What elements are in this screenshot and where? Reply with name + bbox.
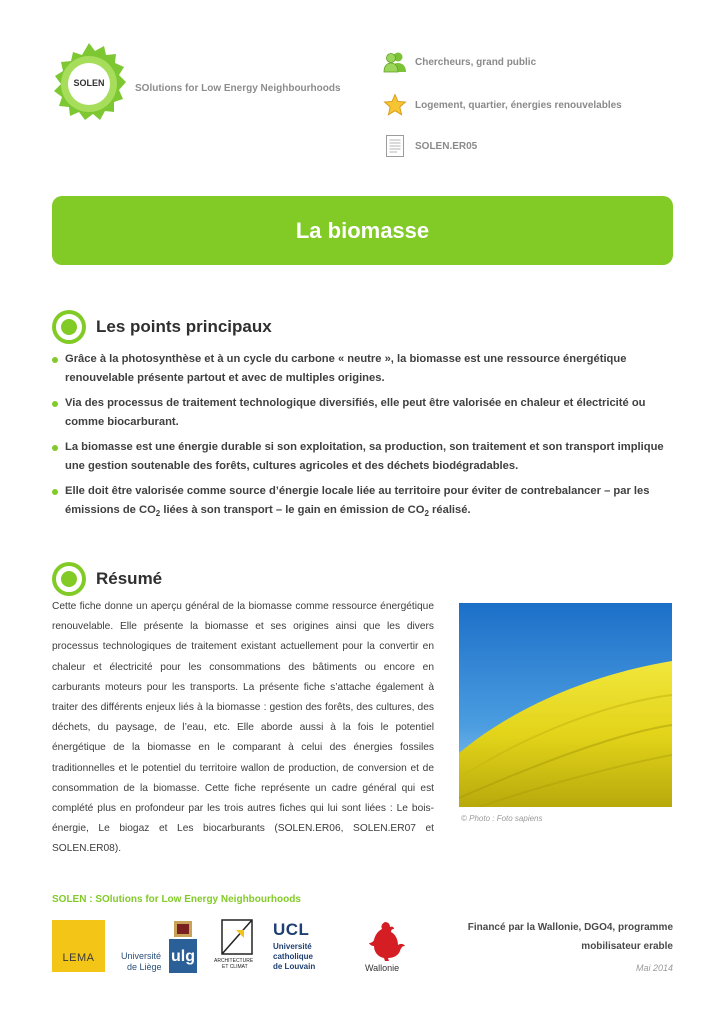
ucl-mark: UCL bbox=[273, 920, 310, 939]
circle-bullet-icon bbox=[56, 566, 82, 592]
title-banner bbox=[52, 196, 673, 265]
point-4-part-1: Elle doit être valorisée comme source d’énergie locale liée au territoire pour éviter de contrebalancer – par les émissions de CO bbox=[65, 485, 650, 516]
reference-text: SOLEN.ER05 bbox=[415, 140, 478, 152]
ulg-line-1: Université bbox=[121, 951, 162, 961]
lema-logo bbox=[52, 920, 105, 972]
archi-line-2: ET CLIMAT bbox=[222, 964, 248, 970]
circle-bullet-icon bbox=[56, 314, 82, 340]
star-icon bbox=[383, 93, 407, 117]
list-item: La biomasse est une énergie durable si son exploitation, sa production, son traitement et son transport implique une gestion soutenable des forêts, cultures agricoles et des déchets biodégradables. bbox=[52, 438, 672, 476]
list-item bbox=[52, 482, 672, 523]
rooster-icon bbox=[363, 918, 407, 962]
logo-text: SOLEN bbox=[73, 78, 105, 88]
archi-line-1: ARCHITECTURE bbox=[214, 958, 254, 964]
publication-date: Mai 2014 bbox=[635, 963, 673, 973]
co2-subscript: 2 bbox=[155, 509, 161, 519]
logo-tagline: SOlutions for Low Energy Neighbourhoods bbox=[135, 83, 341, 94]
points-section-header bbox=[52, 310, 272, 344]
audience-text: Chercheurs, grand public bbox=[415, 56, 537, 68]
themes-text: Logement, quartier, énergies renouvelables bbox=[415, 99, 622, 111]
ulg-logo bbox=[121, 921, 197, 973]
page-title: La biomasse bbox=[295, 218, 430, 243]
rapeseed-field-photo bbox=[459, 603, 672, 807]
list-item: Grâce à la photosynthèse et à un cycle du carbone « neutre », la biomasse est une ressource énergétique renouvelable présente partout et avec de multiples origines. bbox=[52, 350, 672, 388]
resume-heading: Résumé bbox=[96, 569, 163, 588]
ulg-line-2: de Liège bbox=[127, 962, 162, 972]
key-points-list bbox=[52, 350, 672, 529]
ulg-mark: ulg bbox=[171, 948, 195, 965]
funding-text bbox=[430, 918, 673, 956]
ucl-line-3: de Louvain bbox=[273, 962, 316, 971]
points-heading: Les points principaux bbox=[96, 317, 272, 336]
footer-project-name: SOLEN : SOlutions for Low Energy Neighbourhoods bbox=[52, 894, 301, 905]
ucl-line-1: Université bbox=[273, 942, 312, 951]
users-icon bbox=[383, 50, 407, 74]
document-icon bbox=[383, 134, 407, 158]
resume-section-header bbox=[52, 562, 162, 596]
photo-credit: © Photo : Foto sapiens bbox=[461, 814, 543, 823]
point-4-part-3: réalisé. bbox=[428, 504, 471, 516]
ucl-logo bbox=[273, 920, 323, 975]
lema-logo-text: LEMA bbox=[62, 952, 95, 964]
wallonie-logo bbox=[363, 918, 407, 976]
solen-logo bbox=[47, 42, 131, 126]
ucl-line-2: catholique bbox=[273, 952, 314, 961]
themes-row bbox=[383, 93, 622, 117]
architecture-climat-logo bbox=[216, 918, 254, 973]
co2-subscript: 2 bbox=[424, 509, 429, 519]
funding-line-1: Financé par la Wallonie, DGO4, programme bbox=[467, 922, 673, 933]
wallonie-text: Wallonie bbox=[365, 963, 400, 973]
list-item: Via des processus de traitement technologique diversifiés, elle peut être valorisée en chaleur et électricité ou comme biocarburant. bbox=[52, 394, 672, 432]
resume-text: Cette fiche donne un aperçu général de la biomasse comme ressource énergétique renouvelable. Elle présente la biomasse et ses origines ainsi que les divers processus technologiques de traitement existant actuellement pour la convertir en chaleur et électricité pour les consommations des bâtiments ou encore en carburants moteurs pour les transports. La présente fiche s’attache également à traiter des différents enjeux liés à la biomasse : gestion des forêts, des cultures, des déchets, du paysage, de l’eau, etc. Elle aborde aussi à la fois le potentiel énergétique de la biomasse en le comparant à celui des énergies fossiles traditionnelles et le potentiel du territoire wallon de production, de conversion et de consommation de la biomasse. Cette fiche représente un cadre général qui est complété plus en profondeur par les trois autres fiches qui lui sont liées : Le bois-énergie, Le biogaz et Les biocarburants (SOLEN.ER06, SOLEN.ER07 et SOLEN.ER08). bbox=[52, 601, 434, 855]
audience-row bbox=[383, 50, 536, 74]
architecture-climat-icon bbox=[216, 918, 254, 958]
reference-row bbox=[383, 134, 477, 158]
point-4-part-2: liées à son transport – le gain en émission de CO bbox=[160, 504, 425, 516]
funding-line-2: mobilisateur erable bbox=[581, 941, 673, 952]
